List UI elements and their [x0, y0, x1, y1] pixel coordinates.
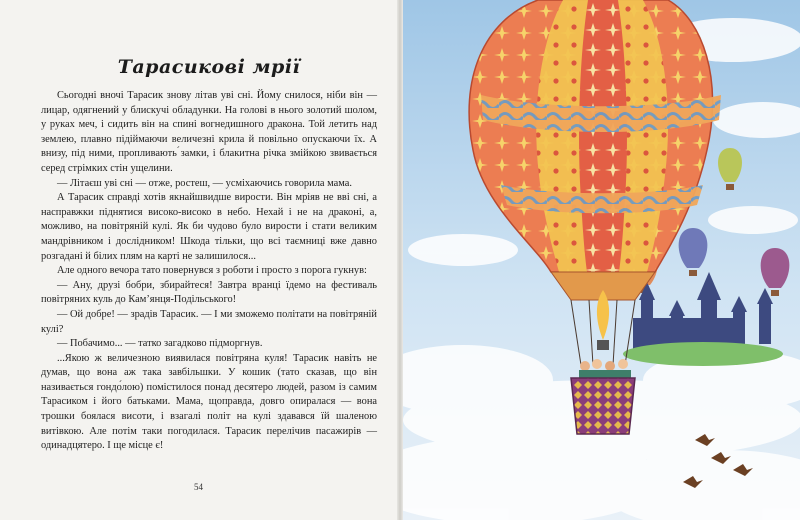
story-text: [41, 89, 377, 454]
page-number: 54: [194, 482, 203, 492]
paragraph: Сьогодні вночі Тарасик знову літав уві сні. Йому снилося, ніби він — лицар, одягнений у блискучі обладунки. На голові в нього золотий шолом, у руках меч, і сидить він на спині вогнедишного дракона. Той летить над землею, плавно підіймаючи величезні крила й повільно опускаючи їх. А внизу, під ними, пропливають ́замки, і блакитна річка змійкою звивається серед стрімких стін ущелини.: [41, 90, 377, 174]
left-page: [0, 0, 397, 520]
gondola-basket: [571, 378, 635, 434]
paragraph: Але одного вечора тато повернувся з роботи і просто з порога гукнув:: [57, 265, 367, 277]
paragraph: ...Якою ж величезною виявилася повітряна куля! Тарасик навіть не думав, що вона аж така завбільшки. У кошик (тато сказав, що він називається гондо́лою) помістилося понад десятеро людей, разом із самим Тарасиком і його батьками. Мама, щоправда, довго опиралася — вона трошки боялася висоти, і взагалі політ на кулі здавався їй шаленою витівкою. Але потім таки погодилася. Тарасик перелічив пасажирів — одинадцятеро. І ще місце є!: [41, 352, 377, 452]
story-title: Тарасикові мрії: [117, 56, 301, 78]
paragraph: — Побачимо... — татко загадково підморгнув.: [57, 338, 263, 350]
paragraph: — Літаєш уві сні — отже, ростеш, — усміхаючись говорила мама.: [57, 177, 352, 189]
paragraph: — Ану, друзі бобри, збирайтеся! Завтра вранці їдемо на фестиваль повітряних куль до Кам’янця-Подільського!: [41, 279, 377, 306]
paragraph: А Тарасик справді хотів якнайшвидше вирости. Він мріяв не вві сні, а насправжки піднятися високо-високо в небо. Нехай і не на драконі, а, можливо, на повітряній кулі. Як би чудово було вирости і стати великим мандрівником і дослідником! Шкода тільки, що всі таємниці вже давно розгадані й білих плям на карті не залишилося...: [41, 192, 377, 262]
balloon-illustration: [403, 0, 800, 520]
burner: [597, 340, 609, 350]
paragraph: — Ой добре! — зрадів Тарасик. — І ми зможемо політати на повітряній кулі?: [41, 308, 377, 335]
illustration-page: [403, 0, 800, 520]
hill: [623, 342, 783, 366]
